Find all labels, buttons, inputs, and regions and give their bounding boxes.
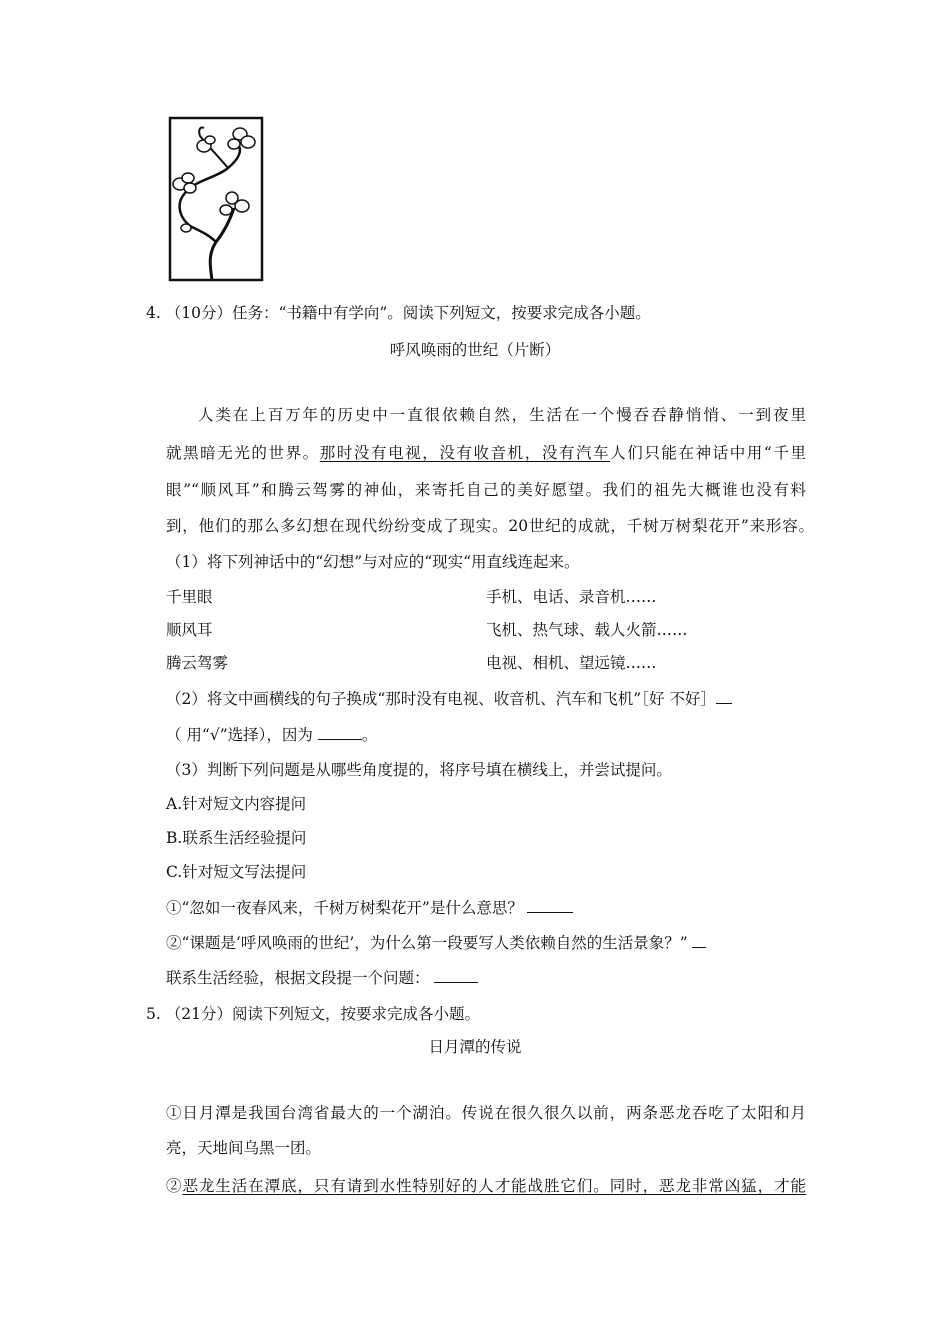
question-item-1	[166, 898, 573, 918]
subquestion-1: （1）将下列神话中的“幻想”与对应的“现实“用直线连起来。	[166, 553, 580, 571]
passage-line: 眼”“顺风耳”和腾云驾雾的神仙，来寄托自己的美好愿望。我们的祖先大概谁也没有料	[166, 481, 806, 499]
passage-text: 人们只能在神话中用“千里	[610, 444, 806, 462]
passage-line	[166, 443, 806, 463]
match-right-item: 手机、电话、录音机……	[486, 588, 657, 606]
subquestion-2-cont	[166, 725, 377, 745]
answer-blank[interactable]	[692, 933, 706, 948]
paragraph-number: ②	[166, 1177, 183, 1195]
passage-line: 亮，天地间乌黑一团。	[166, 1139, 322, 1157]
passage-text: 就黑暗无光的世界。	[166, 444, 320, 462]
option-c: C.针对短文写法提问	[166, 863, 307, 881]
match-right-item: 电视、相机、望远镜……	[486, 654, 657, 672]
passage-line: ①日月潭是我国台湾省最大的一个湖泊。传说在很久很久以前，两条恶龙吞吃了太阳和月	[166, 1104, 806, 1122]
punctuation: 。	[361, 726, 378, 744]
answer-blank[interactable]	[716, 689, 732, 704]
vine-illustration	[168, 116, 264, 282]
subquestion-2-text: （ 用“√”选择），因为	[166, 726, 318, 744]
subquestion-2	[166, 689, 732, 709]
question-item-3	[166, 968, 478, 988]
passage-line: 到，他们的那么多幻想在现代纷纷变成了现实。20世纪的成就，千树万树梨花开”来形容。	[166, 517, 814, 535]
question-4-header: 4. （10分）任务：“书籍中有学向”。阅读下列短文，按要求完成各小题。	[146, 304, 651, 322]
match-left-item: 千里眼	[166, 588, 213, 606]
question-item-2	[166, 933, 706, 953]
option-a: A.针对短文内容提问	[166, 795, 307, 813]
question-5-header: 5. （21分）阅读下列短文，按要求完成各小题。	[146, 1005, 480, 1023]
match-left-item: 顺风耳	[166, 621, 213, 639]
option-b: B.联系生活经验提问	[166, 829, 307, 847]
passage-title: 日月潭的传说	[428, 1038, 522, 1056]
answer-blank[interactable]	[318, 725, 362, 740]
passage-title: 呼风唤雨的世纪（片断）	[389, 341, 561, 359]
match-left-item: 腾云驾雾	[166, 654, 229, 672]
question-text: 联系生活经验，根据文段提一个问题：	[166, 969, 430, 987]
question-text: ①“忽如一夜春风来，千树万树梨花开”是什么意思？	[166, 899, 523, 917]
passage-line: 人类在上百万年的历史中一直很依赖自然，生活在一个慢吞吞静悄悄、一到夜里	[198, 406, 806, 424]
subquestion-3: （3）判断下列问题是从哪些角度提的，将序号填在横线上，并尝试提问。	[166, 761, 672, 779]
subquestion-2-text: （2）将文中画横线的句子换成“那时没有电视、收音机、汽车和飞机”［好 不好］	[166, 690, 716, 708]
passage-line	[166, 1176, 806, 1196]
answer-blank[interactable]	[434, 968, 478, 983]
question-text: ②“课题是‘呼风唤雨的世纪’，为什么第一段要写人类依赖自然的生活景象？”	[166, 934, 688, 952]
underlined-sentence: 恶龙生活在潭底，只有请到水性特别好的人才能战胜它们。同时，恶龙非常凶猛，才能	[182, 1177, 806, 1195]
underlined-sentence: 那时没有电视，没有收音机，没有汽车	[319, 444, 611, 462]
match-right-item: 飞机、热气球、载人火箭……	[486, 621, 688, 639]
answer-blank[interactable]	[527, 898, 573, 913]
